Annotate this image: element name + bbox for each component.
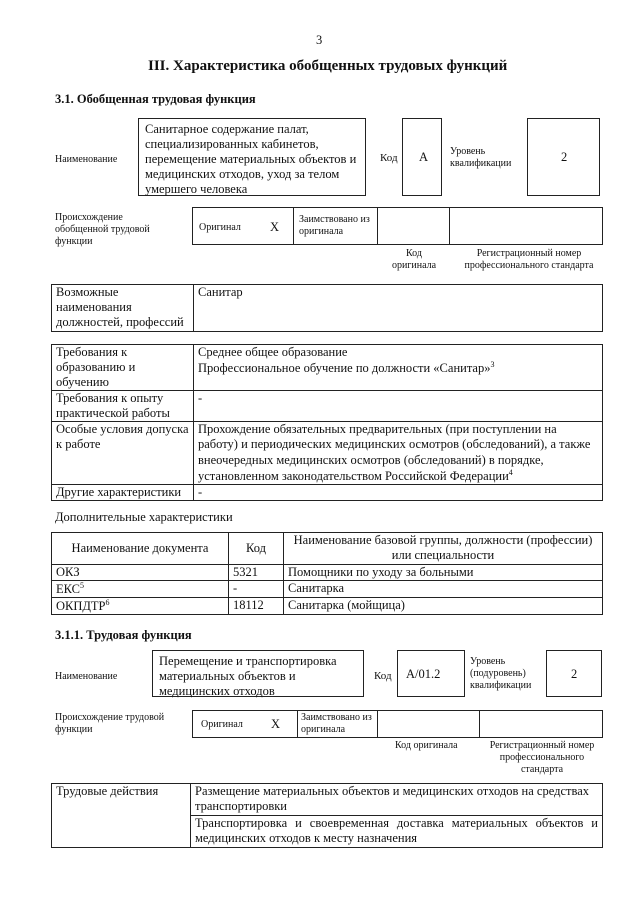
extra-table — [51, 532, 603, 615]
gtf-original-mark: X — [270, 220, 280, 234]
extra-code: 18112 — [233, 598, 264, 613]
extra-doc: ЕКС — [56, 582, 80, 597]
extra-header-doc: Наименование документа — [71, 541, 209, 555]
gtf-requirements-table — [51, 344, 603, 501]
req-education-line1: Среднее общее образование — [198, 345, 348, 359]
extra-code: - — [233, 581, 238, 595]
req-education-footnote: 3 — [490, 360, 495, 369]
tf-action-item: Транспортировка и своевременная доставка материальных объектов и медицинских отходов к месту назначения — [195, 816, 598, 845]
gtf-positions-table — [51, 284, 603, 332]
gtf-code-value: А — [419, 150, 429, 164]
extra-name: Санитарка (мойщица) — [288, 598, 405, 613]
table-row — [52, 565, 603, 581]
gtf-level-label: Уровень квалификации — [450, 146, 512, 169]
tf-name-value: Перемещение и транспортировка материальных объектов и медицинских отходов — [159, 654, 337, 698]
gtf-level-value: 2 — [561, 150, 568, 164]
extra-doc: ОКПДТР — [56, 599, 106, 614]
tf-name-box — [152, 650, 364, 697]
req-other-value: - — [198, 485, 203, 500]
req-experience-label: Требования к опыту практической работы — [56, 391, 170, 420]
tf-reg-number-label: Регистрационный номер профессионального стандарта — [489, 740, 595, 775]
tf-code-box — [397, 650, 465, 697]
gtf-borrowed-label: Заимствовано из оригинала — [299, 214, 370, 237]
req-education-label: Требования к образованию и обучению — [56, 345, 136, 389]
page-number: 3 — [316, 33, 323, 47]
req-row-experience — [52, 391, 603, 422]
tf-heading: 3.1.1. Трудовая функция — [55, 628, 192, 642]
gtf-level-box — [527, 118, 600, 196]
gtf-name-value: Санитарное содержание палат, специализированных кабинетов, перемещение материальных объектов и медицинских отходов, уход за телом умершего человека — [145, 122, 357, 196]
tf-original-label: Оригинал — [201, 719, 243, 730]
gtf-origin-box — [192, 207, 603, 245]
gtf-code-box — [402, 118, 442, 196]
tf-borrowed-label: Заимствовано из оригинала — [301, 712, 372, 735]
extra-title: Дополнительные характеристики — [55, 510, 233, 524]
req-row-conditions — [52, 422, 603, 485]
req-row-education — [52, 345, 603, 391]
tf-level-box — [546, 650, 602, 697]
req-conditions-footnote: 4 — [508, 467, 513, 477]
tf-actions-label: Трудовые действия — [56, 784, 159, 798]
gtf-positions-label: Возможные наименования должностей, профессий — [56, 285, 184, 329]
section-title: III. Характеристика обобщенных трудовых функций — [148, 58, 508, 74]
extra-code: 5321 — [233, 565, 258, 579]
tf-origin-label: Происхождение трудовой функции — [55, 712, 165, 735]
tf-name-label: Наименование — [55, 671, 118, 682]
tf-level-label: Уровень (подуровень) квалификации — [470, 656, 532, 691]
tf-actions-table — [51, 783, 603, 848]
gtf-heading: 3.1. Обобщенная трудовая функция — [55, 92, 256, 106]
tf-code-original-label: Код оригинала — [395, 740, 458, 751]
extra-name: Помощники по уходу за больными — [288, 565, 474, 579]
tf-origin-box — [192, 710, 603, 738]
gtf-name-label: Наименование — [55, 154, 118, 165]
extra-footnote: 5 — [80, 581, 84, 590]
extra-header-row — [52, 533, 603, 565]
extra-header-code: Код — [246, 541, 266, 555]
gtf-reg-number-label: Регистрационный номер профессионального стандарта — [464, 248, 594, 271]
gtf-code-original-label: Код оригинала — [391, 248, 437, 271]
gtf-origin-label: Происхождение обобщенной трудовой функции — [55, 212, 150, 247]
tf-original-mark: X — [271, 717, 281, 731]
gtf-original-label: Оригинал — [199, 222, 241, 233]
tf-code-value: А/01.2 — [406, 667, 441, 681]
tf-action-item: Размещение материальных объектов и медицинских отходов на средствах транспортировки — [195, 784, 590, 813]
tf-level-value: 2 — [571, 667, 578, 681]
extra-doc: ОКЗ — [56, 565, 80, 579]
extra-footnote: 6 — [105, 598, 110, 608]
req-conditions-label: Особые условия допуска к работе — [56, 422, 189, 451]
table-row — [52, 784, 603, 816]
req-other-label: Другие характеристики — [56, 485, 182, 500]
gtf-positions-value: Санитар — [198, 285, 243, 299]
extra-header-name: Наименование базовой группы, должности (профессии) или специальности — [293, 533, 593, 562]
table-row — [52, 598, 603, 615]
gtf-name-box — [138, 118, 366, 196]
req-conditions-value: Прохождение обязательных предварительных (при поступлении на работу) и периодических медицинских осмотров (обследований), а также внеочередных медицинских осмотров (обследований) в порядке, установленном законодательством Российской Федерации — [198, 422, 591, 483]
tf-code-label: Код — [374, 670, 392, 682]
gtf-code-label: Код — [380, 152, 398, 164]
table-row — [52, 581, 603, 598]
req-experience-value: - — [198, 391, 203, 405]
extra-name: Санитарка — [288, 581, 345, 595]
req-row-other — [52, 485, 603, 501]
req-education-line2: Профессиональное обучение по должности «Санитар» — [198, 361, 491, 376]
